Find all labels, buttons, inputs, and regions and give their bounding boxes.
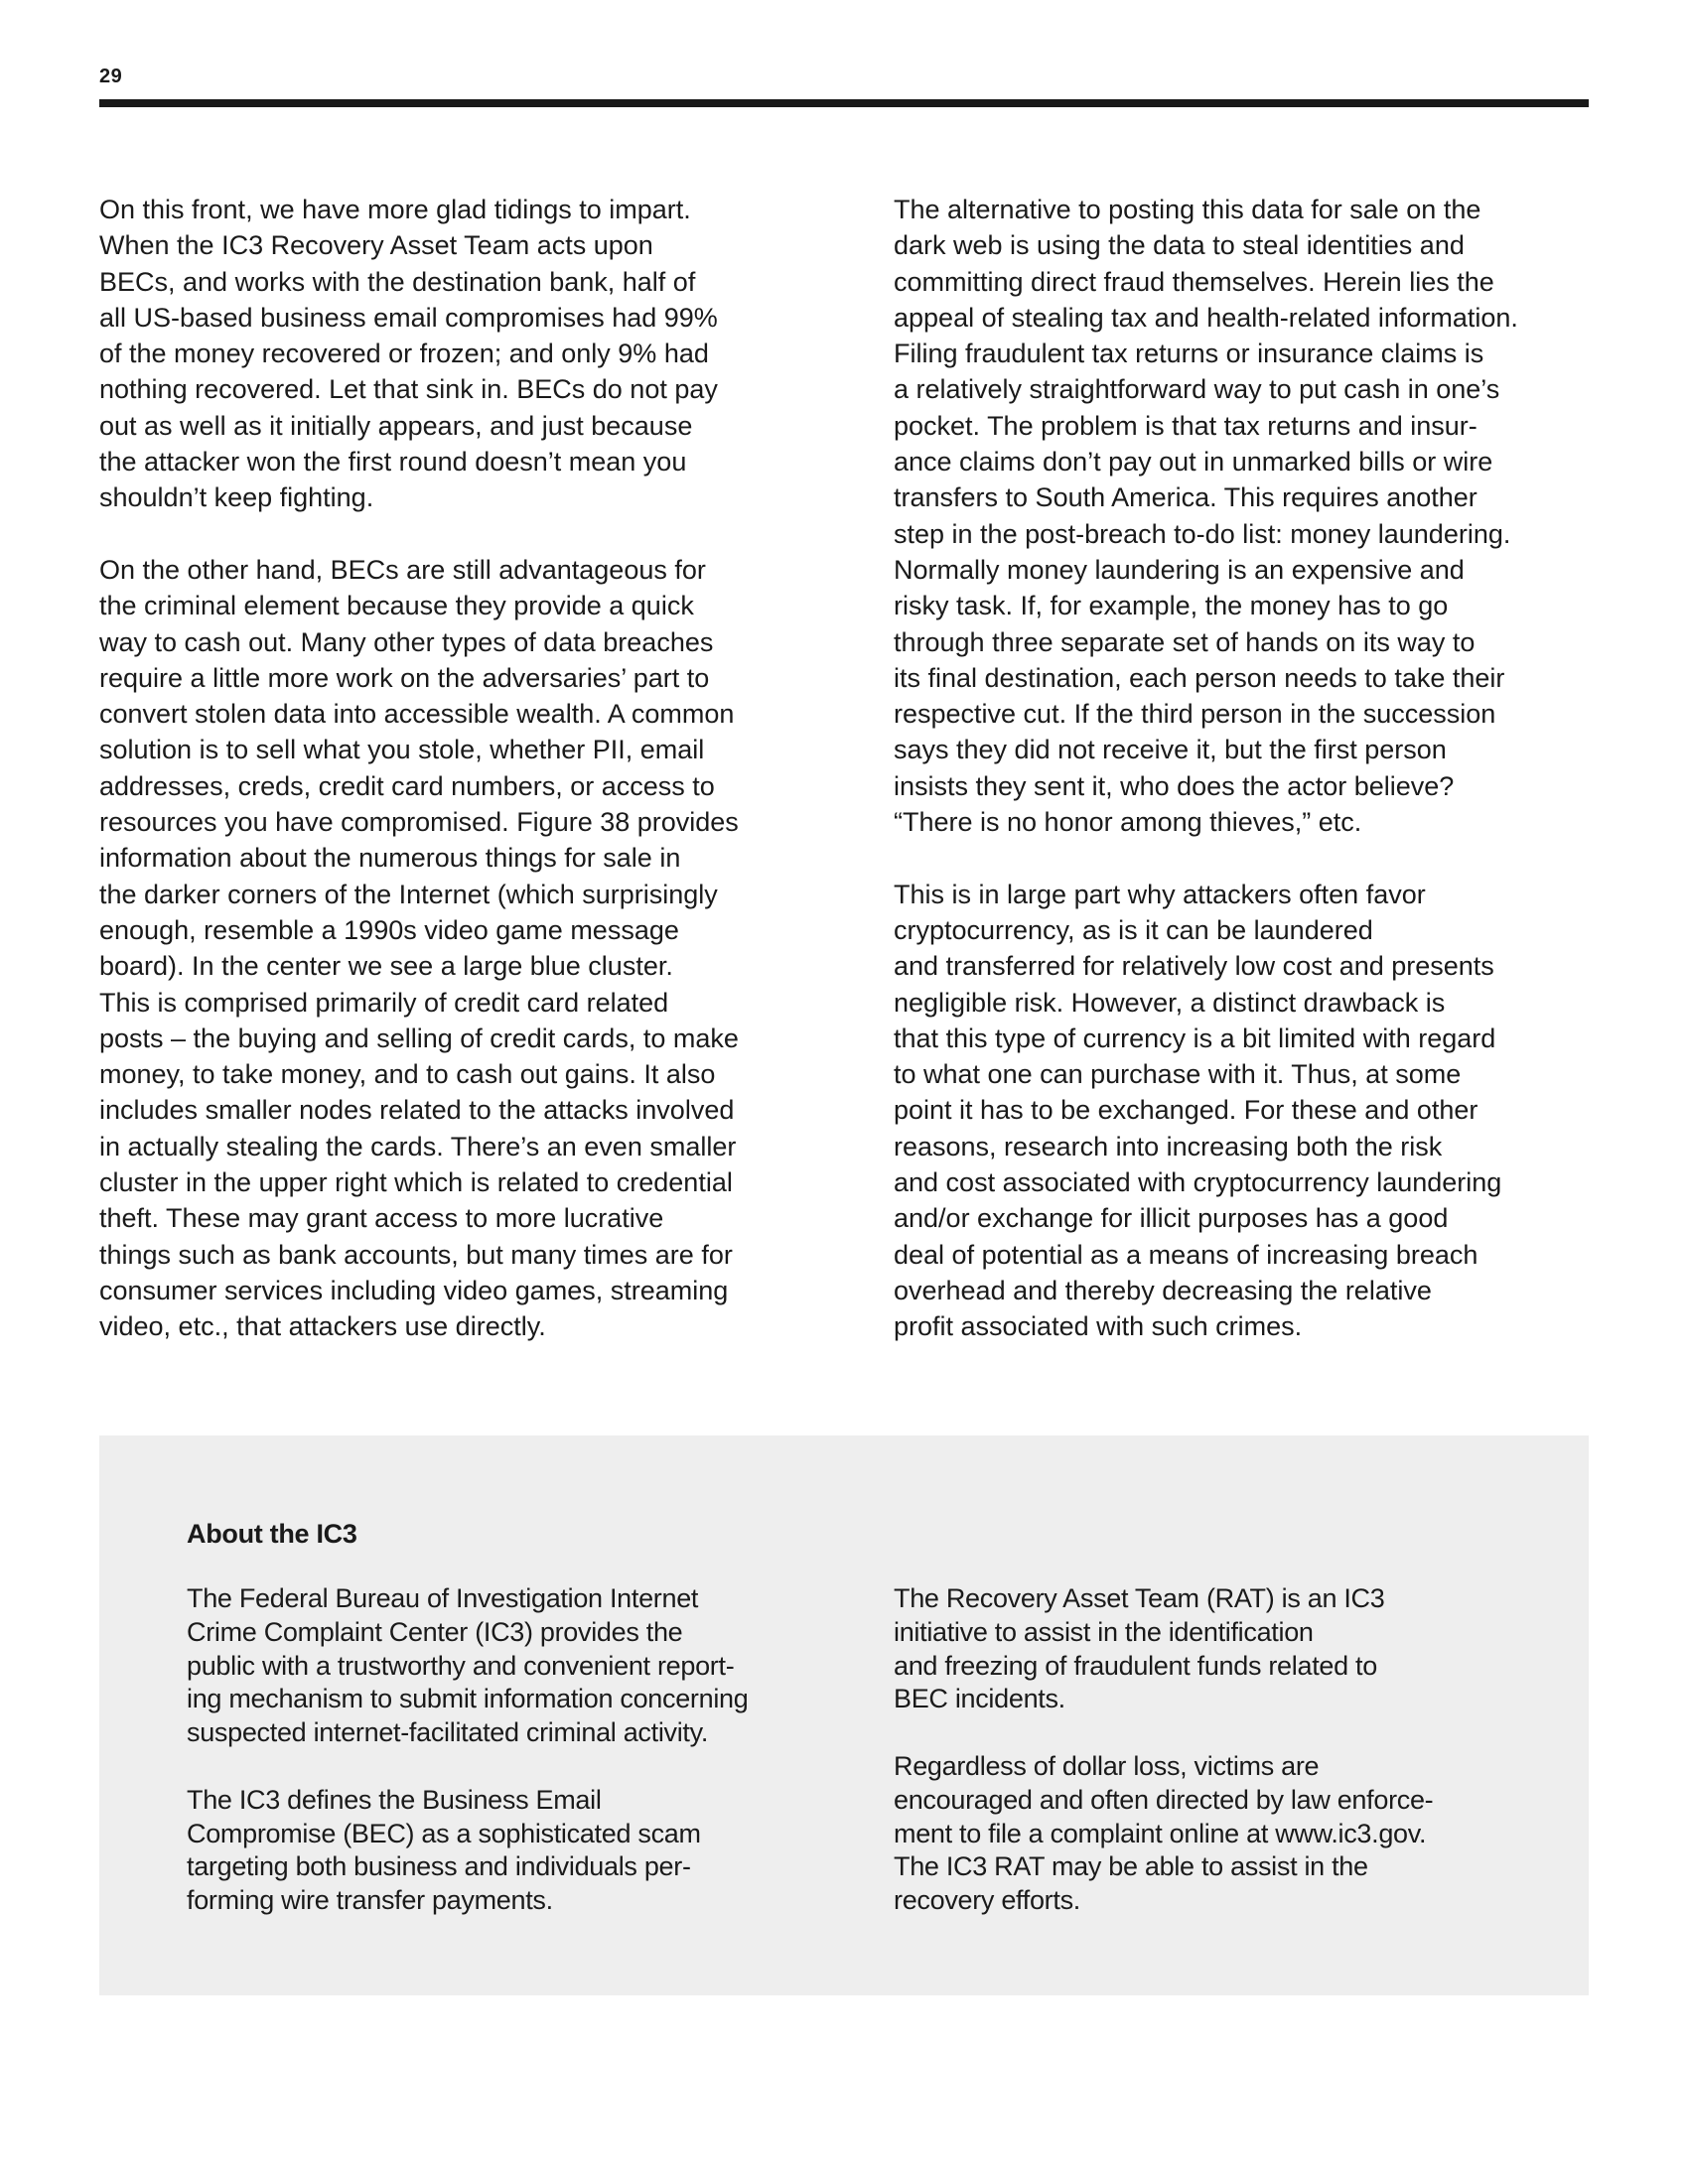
about-paragraph: The Federal Bureau of Investigation Internet Crime Complaint Center (IC3) provides the public with a trustworthy and convenient report- ing mechanism to submit information concerning suspected internet-facilitated criminal activity. xyxy=(187,1583,749,1748)
about-ic3-box xyxy=(99,1435,1589,1995)
about-title: About the IC3 xyxy=(187,1519,357,1549)
body-column-right xyxy=(894,192,1599,1381)
page-number: 29 xyxy=(99,66,123,87)
about-paragraph: The IC3 defines the Business Email Compromise (BEC) as a sophisticated scam targeting both business and individuals per- forming wire transfer payments. xyxy=(187,1784,701,1916)
body-paragraph: On this front, we have more glad tidings to impart. When the IC3 Recovery Asset Team acts upon BECs, and works with the destination bank, half of all US-based business email compromises had 99% of the money recovered or frozen; and only 9% had nothing recovered. Let that sink in. BECs do not pay out as well as it initially appears, and just because the attacker won the first round doesn’t mean you shouldn’t keep fighting. xyxy=(99,195,718,513)
body-paragraph: On the other hand, BECs are still advantageous for the criminal element because they provide a quick way to cash out. Many other types of data breaches require a little more work on the adversaries’ part to convert stolen data into accessible wealth. A common solution is to sell what you stole, whether PII, email addresses, creds, credit card numbers, or access to resources you have compromised. Figure 38 provides information about the numerous things for sale in the darker corners of the Internet (which surprisingly enough, resemble a 1990s video game message board). In the center we see a large blue cluster. This is comprised primarily of credit card related posts – the buying and selling of credit cards, to make money, to take money, and to cash out gains. It also includes smaller nodes related to the attacks involved in actually stealing the cards. There’s an even smaller cluster in the upper right which is related to credential theft. These may grant access to more lucrative things such as bank accounts, but many times are for consumer services including video games, streaming video, etc., that attackers use directly. xyxy=(99,554,739,1342)
body-paragraph: The alternative to posting this data for sale on the dark web is using the data to steal identities and committing direct fraud themselves. Herein lies the appeal of stealing tax and health-related information. Filing fraudulent tax returns or insurance claims is a relatively straightforward way to put cash in one’s pocket. The problem is that tax returns and insur- ance claims don’t pay out in unmarked bills or wire transfers to South America. This requires another step in the post-breach to-do list: money laundering. Normally money laundering is an expensive and risky task. If, for example, the money has to go through three separate set of hands on its way to its final destination, each person needs to take their respective cut. If the third person in the succession says they did not receive it, but the first person insists they sent it, who does the actor believe? “There is no honor among thieves,” etc. xyxy=(894,195,1518,838)
header-rule xyxy=(99,99,1589,107)
about-column-left xyxy=(187,1582,832,1952)
about-column-right xyxy=(894,1582,1539,1952)
body-paragraph: This is in large part why attackers often favor cryptocurrency, as is it can be laundered and transferred for relatively low cost and presents negligible risk. However, a distinct drawback is that this type of currency is a bit limited with regard to what one can purchase with it. Thus, at some point it has to be exchanged. For these and other reasons, research into increasing both the risk and cost associated with cryptocurrency laundering and/or exchange for illicit purposes has a good deal of potential as a means of increasing breach overhead and thereby decreasing the relative profit associated with such crimes. xyxy=(894,879,1502,1342)
about-paragraph: Regardless of dollar loss, victims are encouraged and often directed by law enforce- ment to file a complaint online at www.ic3.gov. The IC3 RAT may be able to assist in the recovery efforts. xyxy=(894,1750,1434,1916)
about-paragraph: The Recovery Asset Team (RAT) is an IC3 initiative to assist in the identification and freezing of fraudulent funds related to BEC incidents. xyxy=(894,1583,1385,1714)
body-column-left xyxy=(99,192,804,1381)
